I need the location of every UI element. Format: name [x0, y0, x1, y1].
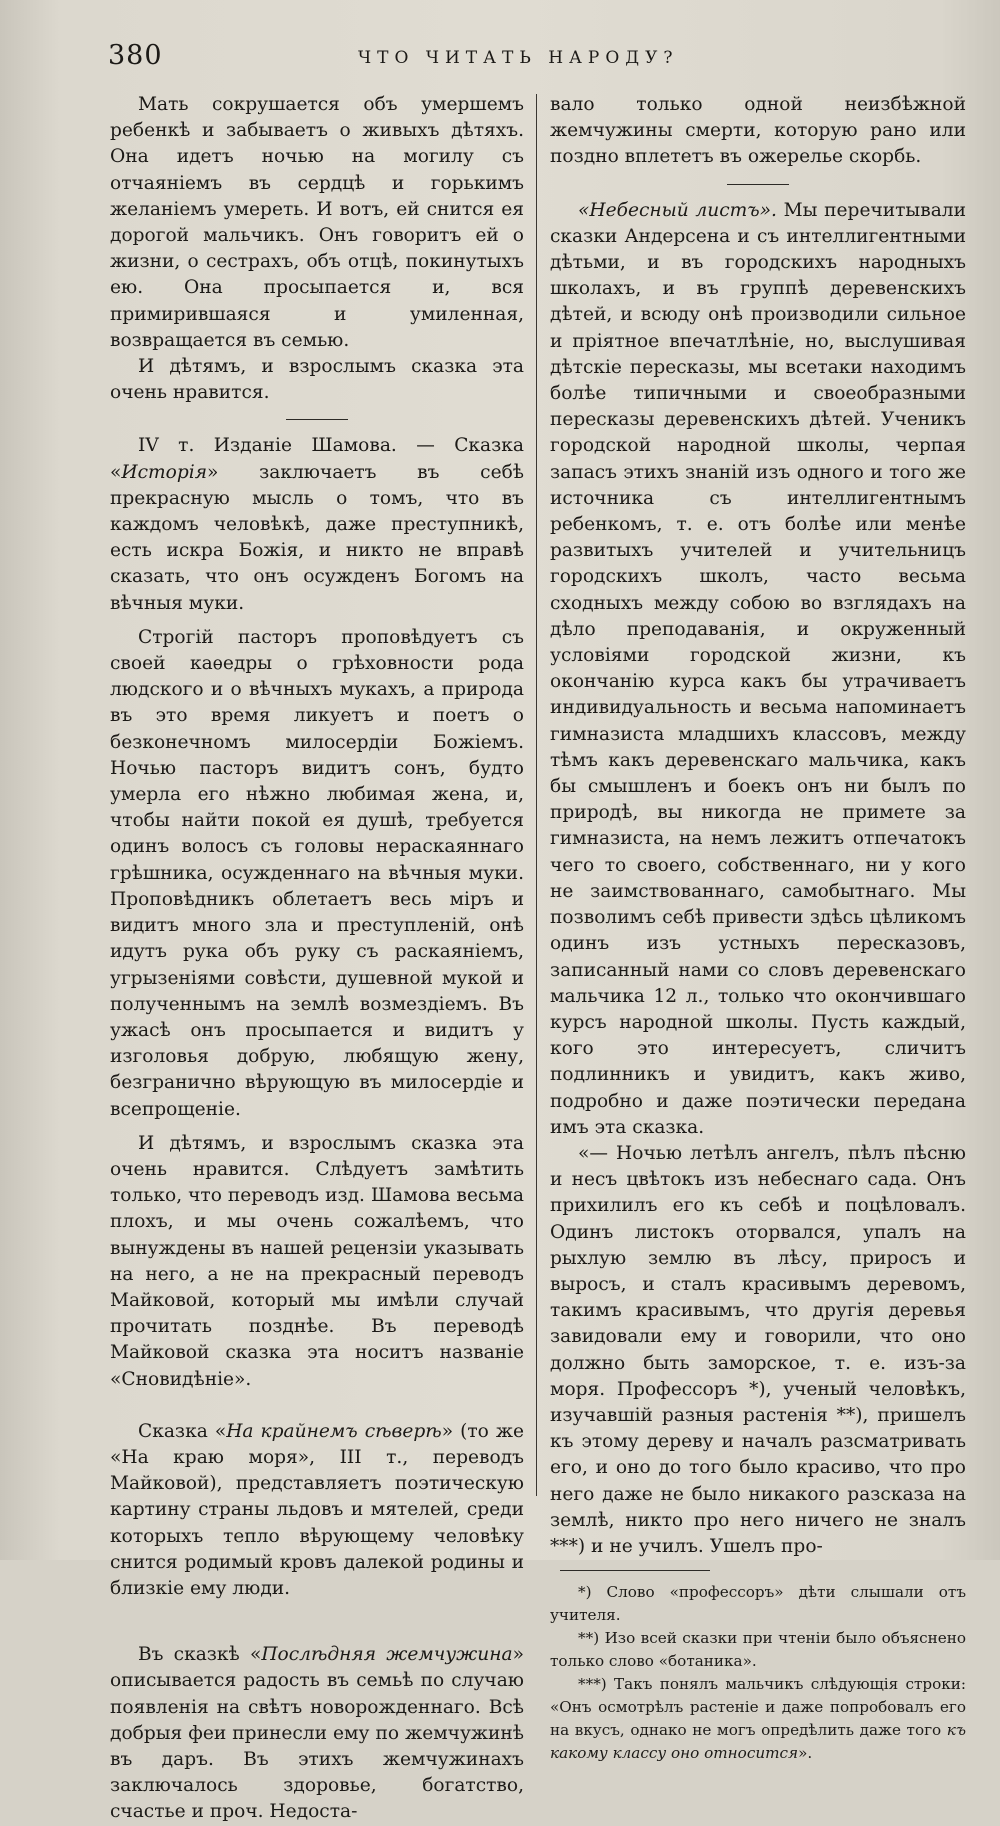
story-title: Исторія — [121, 461, 208, 483]
spacer — [110, 1602, 524, 1642]
paragraph: «— Ночью летѣлъ ангелъ, пѣлъ пѣсню и несъ цвѣтокъ изъ небеснаго сада. Онъ прихилилъ его къ себѣ и поцѣловалъ. Одинъ листокъ оторвался, упалъ на рыхлую землю въ лѣсу, приросъ и выросъ, и сталъ красивымъ деревомъ, такимъ красивымъ, что другія деревья завидовали ему и говорили, что оно должно быть заморское, т. е. изъ-за моря. Профессоръ *), ученый человѣкъ, изучавшій разныя растенія **), пришелъ къ этому дереву и началъ разсматривать его, и оно до того было красиво, что про него даже не было никакого разсказа на землѣ, никто про него ничего не зналъ ***) и не училъ. Ушелъ про- — [550, 1142, 966, 1557]
paragraph: И дѣтямъ, и взрослымъ сказка эта очень нравится. — [110, 356, 524, 404]
text-run: » (то же «На краю моря», III т., переводъ Майковой), представляетъ поэтическую картину страны льдовъ и мятелей, среди которыхъ тепло вѣрующему человѣку снится родимый кровъ далекой родины и близкіе ему люди. — [110, 1420, 524, 1599]
footnote — [550, 1673, 966, 1765]
footnote: *) Слово «профессоръ» дѣти слышали отъ учителя. — [550, 1583, 966, 1625]
story-title: Послѣдняя жемчужина — [261, 1644, 513, 1666]
text-run: ***) Такъ понялъ мальчикъ слѣдующія строки: «Онъ осмотрѣлъ растеніе и даже попробовалъ его на вкусъ, однако не могъ опредѣлить даже того — [550, 1675, 966, 1740]
paragraph — [110, 1419, 524, 1602]
page-header — [108, 40, 968, 80]
text-run: Мы перечитывали сказки Андерсена и съ интеллигентными дѣтьми, и въ городскихъ народныхъ школахъ, и въ группѣ деревенскихъ дѣтей, и всюду онѣ производили сильное и пріятное впечатлѣніе, но, выслушивая дѣтскіе пересказы, мы всетаки находимъ болѣе типичными и своеобразными пересказы деревенскихъ дѣтей. Ученикъ городской народной школы, черпая запасъ этихъ знаній изъ одного и того же источника съ интеллигентнымъ ребенкомъ, т. е. отъ болѣе или менѣе развитыхъ учителей и учительницъ городскихъ школъ, часто весьма сходныхъ между собою во взглядахъ на дѣло преподаванія, и окруженный условіями городской жизни, къ окончанію курса какъ бы утрачиваетъ индивидуальность и весьма напоминаетъ гимназиста младшихъ классовъ, между тѣмъ какъ деревенскаго мальчика, какъ бы смышленъ и боекъ онъ ни былъ по природѣ, вы никогда не примете за гимназиста, на немъ лежитъ отпечатокъ чего то своего, собственнаго, ни у кого не заимствованнаго, самобытнаго. Мы позволимъ себѣ привести здѣсь цѣликомъ одинъ изъ устныхъ пересказовъ, записанный нами со словъ деревенскаго мальчика 12 л., только что окончившаго курсъ народной школы. Пусть каждый, кого это интересуетъ, сличитъ подлинникъ и увидитъ, какъ живо, подробно и даже поэтически передана имъ эта сказка. — [550, 199, 966, 1138]
paragraph: Мать сокрушается объ умершемъ ребенкѣ и забываетъ о живыхъ дѣтяхъ. Она идетъ ночью на могилу съ отчаяніемъ въ сердцѣ и горькимъ желаніемъ умереть. И вотъ, ей снится ея дорогой мальчикъ. Онъ говоритъ ей о жизни, о сестрахъ, объ отцѣ, покинутыхъ ею. Она просыпается и, вся примирившаяся и умиленная, возвращается въ семью. — [110, 94, 524, 351]
section-rule — [727, 184, 789, 185]
story-title: «Небесный листъ». — [578, 199, 777, 221]
paragraph — [110, 1642, 524, 1825]
column-divider — [536, 94, 537, 1496]
footnote-rule — [560, 1570, 710, 1571]
footnotes — [550, 1581, 966, 1765]
footnote-emphasis: къ какому классу оно относится — [550, 1721, 966, 1763]
left-column — [110, 92, 524, 1826]
section-rule — [286, 419, 348, 420]
paragraph: Строгій пасторъ проповѣдуетъ съ своей каѳедры о грѣховности рода людского и о вѣчныхъ мукахъ, а природа въ это время ликуетъ и поетъ о безконечномъ милосердіи Божіемъ. Ночью пасторъ видитъ сонъ, будто умерла его нѣжно любимая жена, и, чтобы найти покой ея душѣ, требуется одинъ волосъ съ головы нераскаяннаго грѣшника, осужденнаго на вѣчныя муки. Проповѣдникъ облетаетъ весь міръ и видитъ много зла и преступленій, онѣ идутъ рука объ руку съ раскаяніемъ, угрызеніями совѣсти, душевной мукой и полученнымъ на землѣ возмездіемъ. Въ ужасѣ онъ просыпается и видитъ у изголовья добрую, любящую жену, безгранично вѣрующую въ милосердіе и всепрощеніе. — [110, 626, 524, 1120]
paragraph — [110, 433, 524, 616]
paragraph: вало только одной неизбѣжной жемчужины смерти, которую рано или поздно вплететъ въ ожерелье скорбь. — [550, 94, 966, 168]
page-number: 380 — [108, 40, 163, 71]
text-run: ». — [798, 1744, 813, 1763]
spacer — [110, 617, 524, 625]
text-run: Сказка « — [138, 1420, 227, 1442]
text-run: » заключаетъ въ себѣ прекрасную мысль о томъ, что въ каждомъ человѣкѣ, даже преступникѣ, есть искра Божія, и никто не вправѣ сказать, что онъ осужденъ Богомъ на вѣчныя муки. — [110, 461, 524, 614]
text-run: IV т. Изданіе Шамова. — Сказка « — [110, 435, 524, 483]
spacer — [110, 1393, 524, 1419]
paragraph — [550, 198, 966, 1141]
footnote: **) Изо всей сказки при чтеніи было объяснено только слово «ботаника». — [550, 1629, 966, 1671]
text-run: Въ сказкѣ « — [138, 1644, 262, 1666]
spacer — [110, 1123, 524, 1131]
paragraph: И дѣтямъ, и взрослымъ сказка эта очень нравится. Слѣдуетъ замѣтить только, что переводъ изд. Шамова весьма плохъ, и мы очень сожалѣемъ, что вынуждены въ нашей рецензіи указывать на него, а не на прекрасный переводъ Майковой, который мы имѣли случай прочитать позднѣе. Въ переводѣ Майковой сказка эта носитъ названіе «Сновидѣніе». — [110, 1132, 524, 1390]
text-run: » описывается радость въ семьѣ по случаю появленія на свѣтъ новорожденнаго. Всѣ добрыя феи принесли ему по жемчужинѣ въ даръ. Въ этихъ жемчужинахъ заключалось здоровье, богатство, счастье и проч. Недоста- — [110, 1644, 524, 1823]
right-column — [550, 92, 966, 1765]
story-title: На крайнемъ сѣверѣ — [226, 1420, 442, 1442]
running-title: ЧТО ЧИТАТЬ НАРОДУ? — [358, 48, 679, 68]
